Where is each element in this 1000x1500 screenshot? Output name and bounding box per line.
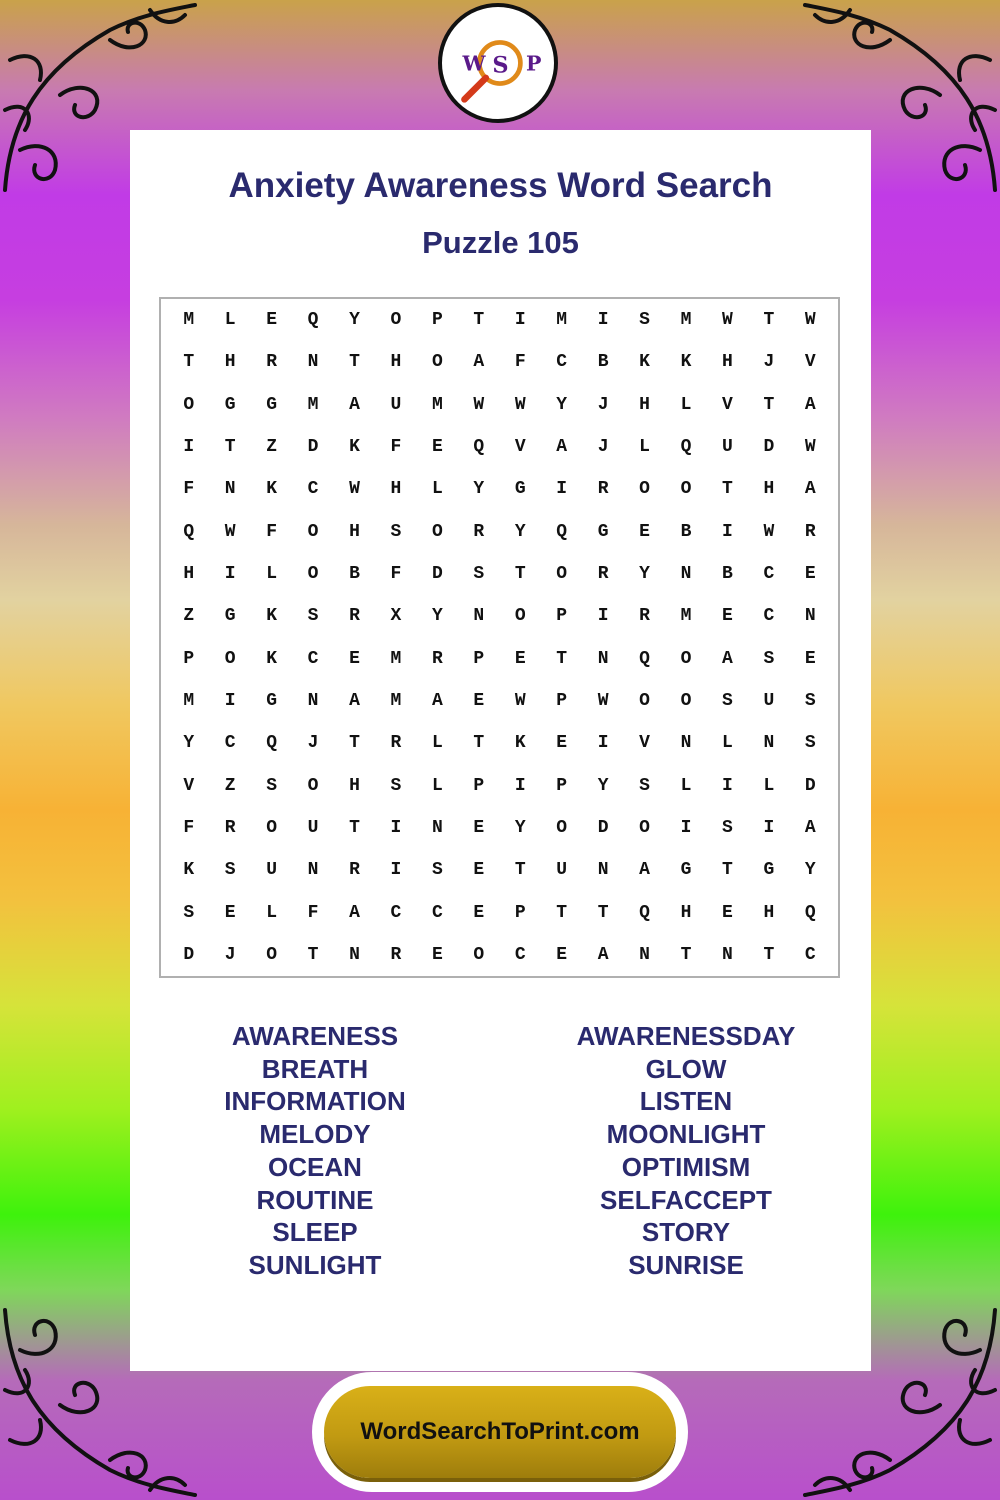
grid-cell[interactable]: F — [183, 479, 195, 500]
grid-cell[interactable]: V — [722, 394, 733, 415]
grid-cell[interactable]: Q — [639, 648, 650, 669]
grid-cell[interactable]: Q — [473, 437, 485, 458]
grid-cell[interactable]: F — [307, 902, 319, 923]
puzzle-number: Puzzle 105 — [422, 225, 579, 260]
grid-cell[interactable]: F — [266, 521, 277, 542]
grid-cell[interactable]: Y — [431, 606, 443, 627]
grid-cell[interactable]: H — [390, 479, 402, 500]
grid-cell[interactable]: A — [349, 690, 360, 711]
grid-cell[interactable]: T — [556, 902, 568, 923]
grid-cell[interactable]: O — [556, 817, 568, 838]
grid-cell[interactable]: T — [224, 437, 236, 458]
grid-cell[interactable]: S — [390, 775, 402, 796]
grid-cell[interactable]: C — [763, 564, 775, 585]
grid-cell[interactable]: V — [639, 733, 650, 754]
grid-cell[interactable]: L — [224, 310, 236, 331]
grid-cell[interactable]: R — [639, 606, 650, 627]
grid-cell[interactable]: J — [597, 394, 609, 415]
grid-cell[interactable]: E — [224, 902, 236, 923]
grid-cell[interactable]: O — [680, 479, 692, 500]
grid-cell[interactable]: I — [514, 775, 526, 796]
grid-cell[interactable]: K — [266, 479, 277, 500]
grid-cell[interactable]: L — [763, 775, 775, 796]
grid-cell[interactable]: H — [224, 352, 236, 373]
grid-cell[interactable]: O — [390, 310, 402, 331]
word-item: GLOW — [645, 1053, 727, 1084]
grid-cell[interactable]: L — [680, 775, 692, 796]
grid-cell[interactable]: T — [473, 310, 485, 331]
grid-cell[interactable]: T — [597, 902, 609, 923]
grid-cell[interactable]: S — [224, 860, 236, 881]
grid-cell[interactable]: N — [722, 944, 733, 965]
grid-cell[interactable]: O — [680, 648, 692, 669]
grid-cell[interactable]: K — [639, 352, 650, 373]
grid-cell[interactable]: N — [307, 690, 319, 711]
grid-cell[interactable]: H — [390, 352, 402, 373]
grid-cell[interactable]: P — [473, 648, 485, 669]
grid-cell[interactable]: H — [639, 394, 650, 415]
grid-cell[interactable]: G — [224, 606, 236, 627]
grid-cell[interactable]: T — [514, 564, 526, 585]
grid-cell[interactable]: K — [266, 606, 277, 627]
grid-cell[interactable]: O — [639, 817, 650, 838]
page-title: Anxiety Awareness Word Search — [228, 166, 773, 205]
grid-cell[interactable]: I — [390, 817, 402, 838]
website-button[interactable] — [324, 1386, 676, 1478]
grid-cell[interactable]: W — [763, 521, 775, 542]
grid-cell[interactable]: X — [390, 606, 402, 627]
grid-cell[interactable]: H — [183, 564, 195, 585]
grid-cell[interactable]: D — [763, 437, 775, 458]
grid-cell[interactable]: K — [680, 352, 692, 373]
grid-cell[interactable]: N — [307, 860, 319, 881]
grid-cell[interactable]: E — [431, 944, 443, 965]
grid-cell[interactable]: Y — [597, 775, 609, 796]
grid-cell[interactable]: P — [556, 690, 568, 711]
grid-cell[interactable]: L — [680, 394, 692, 415]
grid-cell[interactable]: W — [722, 310, 733, 331]
word-item: STORY — [641, 1217, 731, 1248]
grid-cell[interactable]: A — [431, 690, 443, 711]
grid-cell[interactable]: I — [556, 479, 568, 500]
puzzle-card — [130, 130, 871, 1371]
grid-cell[interactable]: U — [390, 394, 402, 415]
grid-cell[interactable]: S — [266, 775, 277, 796]
grid-cell[interactable]: E — [473, 860, 485, 881]
grid-cell[interactable]: B — [349, 564, 360, 585]
grid-cell[interactable]: N — [224, 479, 236, 500]
grid-cell[interactable]: A — [804, 817, 816, 838]
grid-cell[interactable]: A — [597, 944, 609, 965]
grid-cell[interactable]: C — [307, 479, 319, 500]
grid-cell[interactable]: P — [556, 606, 568, 627]
grid-cell[interactable]: A — [804, 479, 816, 500]
grid-cell[interactable]: F — [390, 564, 402, 585]
grid-cell[interactable]: U — [722, 437, 733, 458]
grid-cell[interactable]: I — [763, 817, 775, 838]
grid-cell[interactable]: I — [680, 817, 692, 838]
grid-cell[interactable]: R — [390, 733, 402, 754]
grid-cell[interactable]: Y — [514, 521, 526, 542]
word-item: MOONLIGHT — [606, 1119, 766, 1150]
grid-cell[interactable]: I — [390, 860, 402, 881]
grid-cell[interactable]: T — [722, 479, 733, 500]
grid-cell[interactable]: Y — [639, 564, 650, 585]
grid-cell[interactable]: Y — [349, 310, 360, 331]
grid-cell[interactable]: R — [349, 860, 360, 881]
grid-cell[interactable]: S — [804, 733, 816, 754]
grid-cell[interactable]: O — [431, 352, 443, 373]
grid-cell[interactable]: Z — [266, 437, 277, 458]
grid-cell[interactable]: J — [597, 437, 609, 458]
grid-cell[interactable]: A — [722, 648, 733, 669]
grid-cell[interactable]: S — [307, 606, 319, 627]
grid-cell[interactable]: Y — [183, 733, 195, 754]
word-item: BREATH — [261, 1053, 369, 1084]
grid-cell[interactable]: E — [804, 564, 816, 585]
grid-cell[interactable]: O — [183, 394, 195, 415]
grid-cell[interactable]: Z — [183, 606, 195, 627]
logo-letter-w: W — [462, 51, 486, 76]
grid-cell[interactable]: O — [473, 944, 485, 965]
grid-cell[interactable]: T — [514, 860, 526, 881]
grid-cell[interactable]: L — [266, 564, 277, 585]
grid-cell[interactable]: A — [349, 394, 360, 415]
grid-cell[interactable]: L — [431, 775, 443, 796]
grid-cell[interactable]: C — [804, 944, 816, 965]
grid-cell[interactable]: K — [349, 437, 360, 458]
grid-cell[interactable]: M — [390, 690, 402, 711]
grid-cell[interactable]: L — [266, 902, 277, 923]
grid-cell[interactable]: B — [597, 352, 609, 373]
grid-cell[interactable]: R — [224, 817, 236, 838]
grid-cell[interactable]: B — [680, 521, 692, 542]
grid-cell[interactable]: E — [556, 733, 568, 754]
grid-cell[interactable]: R — [349, 606, 360, 627]
grid-cell[interactable]: S — [390, 521, 402, 542]
grid-cell[interactable]: A — [556, 437, 568, 458]
grid-cell[interactable]: C — [431, 902, 443, 923]
grid-cell[interactable]: A — [473, 352, 485, 373]
grid-cell[interactable]: E — [349, 648, 360, 669]
grid-cell[interactable]: W — [804, 437, 816, 458]
grid-cell[interactable]: J — [224, 944, 236, 965]
grid-cell[interactable]: M — [556, 310, 568, 331]
grid-cell[interactable]: N — [597, 860, 609, 881]
grid-cell[interactable]: E — [431, 437, 443, 458]
grid-cell[interactable]: L — [431, 479, 443, 500]
grid-cell[interactable]: E — [804, 648, 816, 669]
grid-cell[interactable]: Y — [804, 860, 816, 881]
grid-cell[interactable]: Y — [556, 394, 568, 415]
grid-cell[interactable]: M — [680, 310, 692, 331]
grid-cell[interactable]: H — [722, 352, 733, 373]
grid-cell[interactable]: Y — [514, 817, 526, 838]
grid-cell[interactable]: I — [183, 437, 195, 458]
grid-cell[interactable]: E — [473, 690, 485, 711]
word-list-right — [501, 1020, 871, 1282]
grid-cell[interactable]: J — [307, 733, 319, 754]
grid-cell[interactable]: T — [349, 733, 360, 754]
grid-cell[interactable]: F — [514, 352, 526, 373]
grid-cell[interactable]: H — [349, 775, 360, 796]
grid-cell[interactable]: O — [514, 606, 526, 627]
grid-cell[interactable]: M — [431, 394, 443, 415]
grid-cell[interactable]: R — [431, 648, 443, 669]
grid-cell[interactable]: O — [266, 817, 277, 838]
grid-cell[interactable]: Q — [639, 902, 650, 923]
grid-cell[interactable]: D — [597, 817, 609, 838]
letter-grid[interactable] — [159, 297, 840, 978]
grid-cell[interactable]: N — [804, 606, 816, 627]
grid-cell[interactable]: S — [639, 775, 650, 796]
grid-cell[interactable]: Z — [224, 775, 236, 796]
grid-cell[interactable]: O — [639, 690, 650, 711]
grid-cell[interactable]: S — [763, 648, 775, 669]
logo-letter-p: P — [526, 51, 542, 76]
word-item: MELODY — [259, 1119, 371, 1150]
grid-cell[interactable]: I — [722, 775, 733, 796]
grid-cell[interactable]: O — [639, 479, 650, 500]
grid-cell[interactable]: N — [597, 648, 609, 669]
grid-cell[interactable]: M — [390, 648, 402, 669]
grid-cell[interactable]: W — [514, 690, 526, 711]
grid-cell[interactable]: O — [224, 648, 236, 669]
grid-cell[interactable]: H — [763, 902, 775, 923]
grid-cell[interactable]: T — [722, 860, 733, 881]
grid-cell[interactable]: U — [763, 690, 775, 711]
word-item: SLEEP — [272, 1217, 358, 1248]
grid-cell[interactable]: N — [307, 352, 319, 373]
grid-cell[interactable]: C — [390, 902, 402, 923]
grid-cell[interactable]: S — [804, 690, 816, 711]
grid-cell[interactable]: O — [307, 775, 319, 796]
grid-cell[interactable]: K — [266, 648, 277, 669]
grid-cell[interactable]: C — [514, 944, 526, 965]
site-logo[interactable] — [438, 3, 558, 123]
grid-cell[interactable]: N — [680, 733, 692, 754]
grid-cell[interactable]: P — [473, 775, 485, 796]
grid-cell[interactable]: K — [183, 860, 195, 881]
grid-cell[interactable]: G — [680, 860, 692, 881]
grid-cell[interactable]: E — [722, 902, 733, 923]
grid-cell[interactable]: N — [763, 733, 775, 754]
grid-cell[interactable]: N — [680, 564, 692, 585]
grid-cell[interactable]: S — [431, 860, 443, 881]
grid-cell[interactable]: I — [722, 521, 733, 542]
word-item: SELFACCEPT — [600, 1184, 772, 1215]
grid-cell[interactable]: V — [804, 352, 816, 373]
grid-cell[interactable]: I — [597, 733, 609, 754]
grid-cell[interactable]: M — [307, 394, 319, 415]
grid-cell[interactable]: R — [804, 521, 816, 542]
grid-cell[interactable]: A — [804, 394, 816, 415]
grid-cell[interactable]: C — [556, 352, 568, 373]
grid-cell[interactable]: C — [307, 648, 319, 669]
word-item: LISTEN — [639, 1086, 733, 1117]
grid-cell[interactable]: T — [763, 394, 775, 415]
grid-cell[interactable]: E — [514, 648, 526, 669]
grid-cell[interactable]: L — [431, 733, 443, 754]
grid-cell[interactable]: H — [763, 479, 775, 500]
grid-cell[interactable]: O — [307, 564, 319, 585]
grid-cell[interactable]: E — [473, 902, 485, 923]
grid-cell[interactable]: S — [473, 564, 485, 585]
grid-cell[interactable]: I — [224, 690, 236, 711]
grid-cell[interactable]: P — [514, 902, 526, 923]
grid-cell[interactable]: K — [514, 733, 526, 754]
grid-cell[interactable]: S — [722, 690, 733, 711]
grid-cell[interactable]: C — [224, 733, 236, 754]
grid-cell[interactable]: W — [597, 690, 609, 711]
grid-cell[interactable]: P — [183, 648, 195, 669]
grid-cell[interactable]: Q — [680, 437, 692, 458]
word-item: SUNLIGHT — [248, 1249, 382, 1280]
grid-cell[interactable]: R — [597, 479, 609, 500]
grid-cell[interactable]: Q — [266, 733, 277, 754]
grid-cell[interactable]: N — [349, 944, 360, 965]
grid-cell[interactable]: I — [597, 606, 609, 627]
grid-cell[interactable]: D — [804, 775, 816, 796]
grid-cell[interactable]: I — [597, 310, 609, 331]
grid-cell[interactable]: R — [266, 352, 277, 373]
grid-cell[interactable]: P — [431, 310, 443, 331]
grid-cell[interactable]: H — [349, 521, 360, 542]
grid-cell[interactable]: G — [514, 479, 526, 500]
grid-cell[interactable]: Q — [556, 521, 568, 542]
word-item: SUNRISE — [628, 1249, 744, 1280]
grid-cell[interactable]: M — [183, 310, 195, 331]
grid-cell[interactable]: T — [763, 944, 775, 965]
grid-cell[interactable]: T — [473, 733, 485, 754]
grid-cell[interactable]: Y — [473, 479, 485, 500]
grid-cell[interactable]: M — [183, 690, 195, 711]
grid-cell[interactable]: W — [349, 479, 360, 500]
grid-cell[interactable]: Q — [804, 902, 816, 923]
grid-cell[interactable]: O — [556, 564, 568, 585]
grid-cell[interactable]: N — [431, 817, 443, 838]
grid-cell[interactable]: E — [473, 817, 485, 838]
grid-cell[interactable]: S — [639, 310, 650, 331]
grid-cell[interactable]: E — [722, 606, 733, 627]
grid-cell[interactable]: F — [183, 817, 195, 838]
grid-cell[interactable]: V — [183, 775, 195, 796]
grid-cell[interactable]: F — [390, 437, 402, 458]
grid-cell[interactable]: U — [307, 817, 319, 838]
word-list-left — [130, 1020, 500, 1282]
grid-cell[interactable]: U — [556, 860, 568, 881]
grid-cell[interactable]: R — [390, 944, 402, 965]
grid-cell[interactable]: W — [224, 521, 236, 542]
grid-cell[interactable]: E — [266, 310, 277, 331]
grid-cell[interactable]: B — [722, 564, 733, 585]
grid-cell[interactable]: W — [473, 394, 485, 415]
grid-cell[interactable]: V — [514, 437, 526, 458]
grid-cell[interactable]: T — [183, 352, 195, 373]
grid-cell[interactable]: Q — [183, 521, 195, 542]
grid-cell[interactable]: Q — [307, 310, 319, 331]
grid-cell[interactable]: W — [804, 310, 816, 331]
grid-cell[interactable]: O — [266, 944, 277, 965]
grid-cell[interactable]: I — [514, 310, 526, 331]
grid-cell[interactable]: A — [639, 860, 650, 881]
grid-cell[interactable]: M — [680, 606, 692, 627]
grid-cell[interactable]: T — [349, 817, 360, 838]
grid-cell[interactable]: D — [307, 437, 319, 458]
grid-cell[interactable]: R — [597, 564, 609, 585]
word-item: AWARENESS — [231, 1021, 399, 1051]
grid-cell[interactable]: N — [639, 944, 650, 965]
grid-cell[interactable]: N — [473, 606, 485, 627]
word-item: OPTIMISM — [621, 1151, 751, 1182]
grid-cell[interactable]: G — [266, 690, 277, 711]
grid-cell[interactable]: O — [431, 521, 443, 542]
grid-cell[interactable]: I — [224, 564, 236, 585]
grid-cell[interactable]: O — [680, 690, 692, 711]
grid-cell[interactable]: O — [307, 521, 319, 542]
grid-cell[interactable]: T — [556, 648, 568, 669]
word-item: INFORMATION — [224, 1086, 406, 1117]
word-item: AWARENESSDAY — [576, 1021, 796, 1051]
grid-cell[interactable]: T — [307, 944, 319, 965]
grid-cell[interactable]: J — [763, 352, 775, 373]
grid-cell[interactable]: E — [556, 944, 568, 965]
grid-cell[interactable]: G — [763, 860, 775, 881]
grid-cell[interactable]: U — [266, 860, 277, 881]
grid-cell[interactable]: G — [597, 521, 609, 542]
website-label: WordSearchToPrint.com — [360, 1418, 640, 1445]
grid-cell[interactable]: D — [431, 564, 443, 585]
grid-cell[interactable]: W — [514, 394, 526, 415]
grid-cell[interactable]: E — [639, 521, 650, 542]
grid-cell[interactable]: S — [722, 817, 733, 838]
grid-cell[interactable]: P — [556, 775, 568, 796]
word-item: OCEAN — [268, 1151, 362, 1182]
grid-cell[interactable]: G — [224, 394, 236, 415]
grid-cell[interactable]: C — [763, 606, 775, 627]
grid-cell[interactable]: T — [763, 310, 775, 331]
grid-cell[interactable]: H — [680, 902, 692, 923]
grid-cell[interactable]: S — [183, 902, 195, 923]
grid-cell[interactable]: T — [349, 352, 360, 373]
grid-cell[interactable]: L — [722, 733, 733, 754]
grid-cell[interactable]: G — [266, 394, 277, 415]
word-item: ROUTINE — [256, 1184, 374, 1215]
grid-cell[interactable]: A — [349, 902, 360, 923]
grid-cell[interactable]: T — [680, 944, 692, 965]
grid-cell[interactable]: D — [183, 944, 195, 965]
logo-letter-s: S — [492, 52, 509, 79]
grid-cell[interactable]: L — [639, 437, 650, 458]
grid-cell[interactable]: R — [473, 521, 485, 542]
